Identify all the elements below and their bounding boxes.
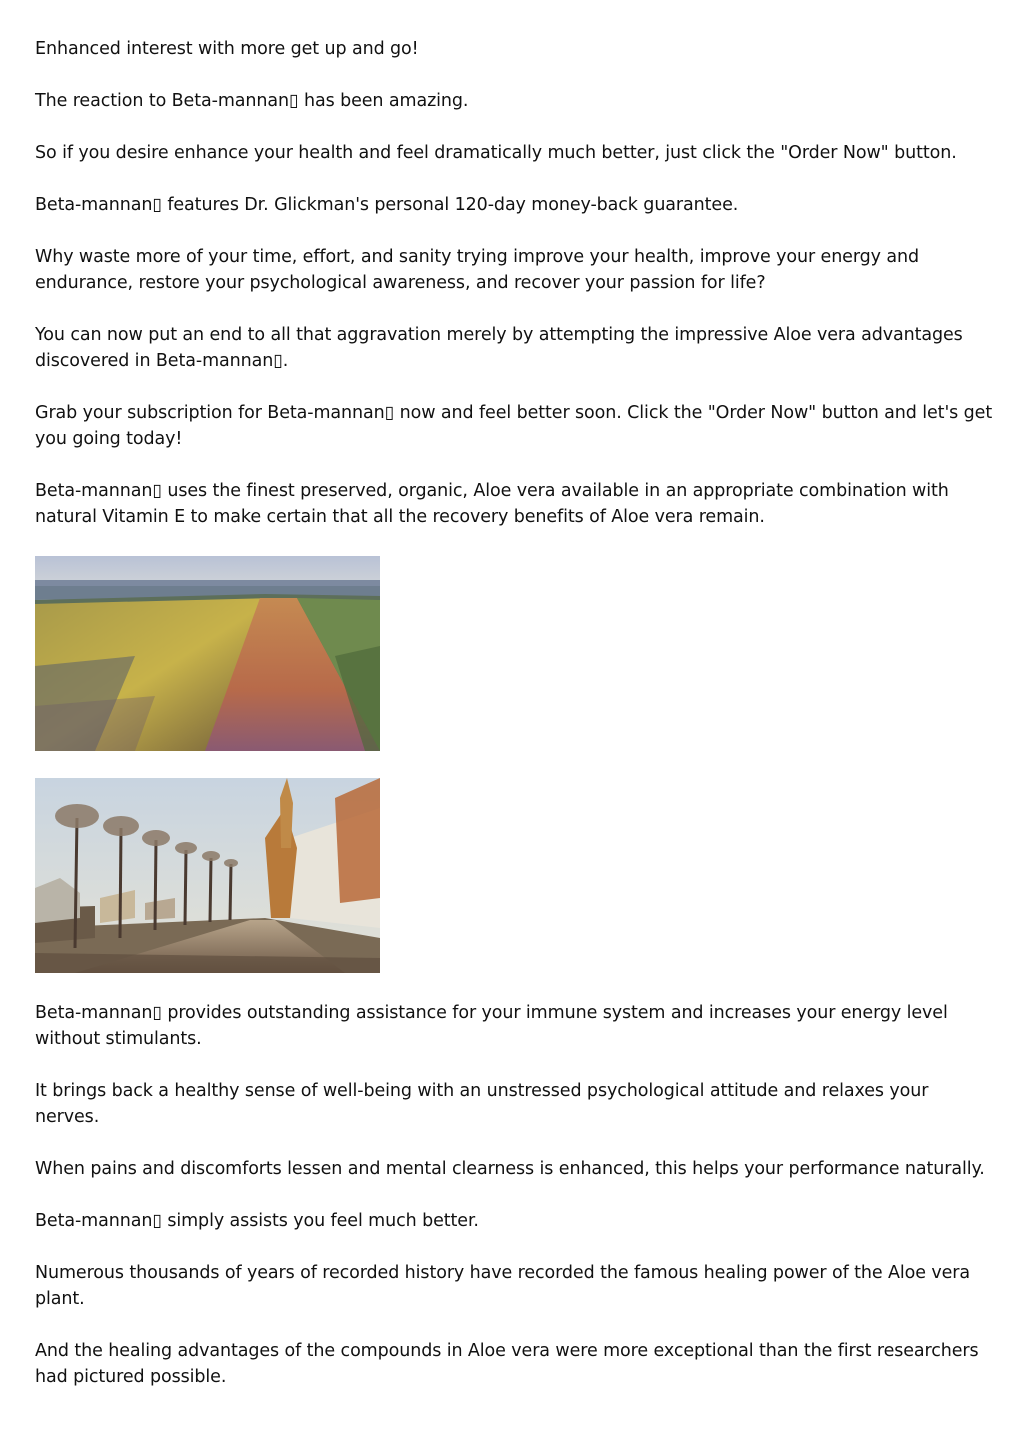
paragraph: So if you desire enhance your health and feel dramatically much better, just click the "Order Now" button. [35, 143, 957, 163]
painting-flower-fields-image [35, 556, 380, 751]
painting-tree-lined-road-image [35, 778, 380, 973]
article-body [35, 36, 995, 1416]
paragraph: Grab your subscription for Beta-mannan▯ now and feel better soon. Click the "Order Now" button and let's get you going today! [35, 403, 993, 449]
paragraph: Enhanced interest with more get up and go! [35, 39, 419, 59]
paragraph: Beta-mannan▯ provides outstanding assistance for your immune system and increases your energy level without stimulants. [35, 1003, 948, 1049]
paragraph: Beta-mannan▯ features Dr. Glickman's personal 120-day money-back guarantee. [35, 195, 739, 215]
paragraph: Why waste more of your time, effort, and sanity trying improve your health, improve your energy and endurance, restore your psychological awareness, and recover your passion for life? [35, 247, 919, 293]
paragraph: The reaction to Beta-mannan▯ has been amazing. [35, 91, 469, 111]
paragraph: You can now put an end to all that aggravation merely by attempting the impressive Aloe vera advantages discovered in Beta-mannan▯. [35, 325, 963, 371]
paragraph: Numerous thousands of years of recorded history have recorded the famous healing power of the Aloe vera plant. [35, 1263, 971, 1309]
paragraph: Beta-mannan▯ uses the finest preserved, organic, Aloe vera available in an appropriate combination with natural Vitamin E to make certain that all the recovery benefits of Aloe vera remain. [35, 481, 949, 527]
paragraph: And the healing advantages of the compounds in Aloe vera were more exceptional than the first researchers had pictured possible. [35, 1341, 979, 1387]
paragraph: When pains and discomforts lessen and mental clearness is enhanced, this helps your performance naturally. [35, 1159, 985, 1179]
paragraph: It brings back a healthy sense of well-being with an unstressed psychological attitude and relaxes your nerves. [35, 1081, 929, 1127]
paragraph: Beta-mannan▯ simply assists you feel much better. [35, 1211, 479, 1231]
